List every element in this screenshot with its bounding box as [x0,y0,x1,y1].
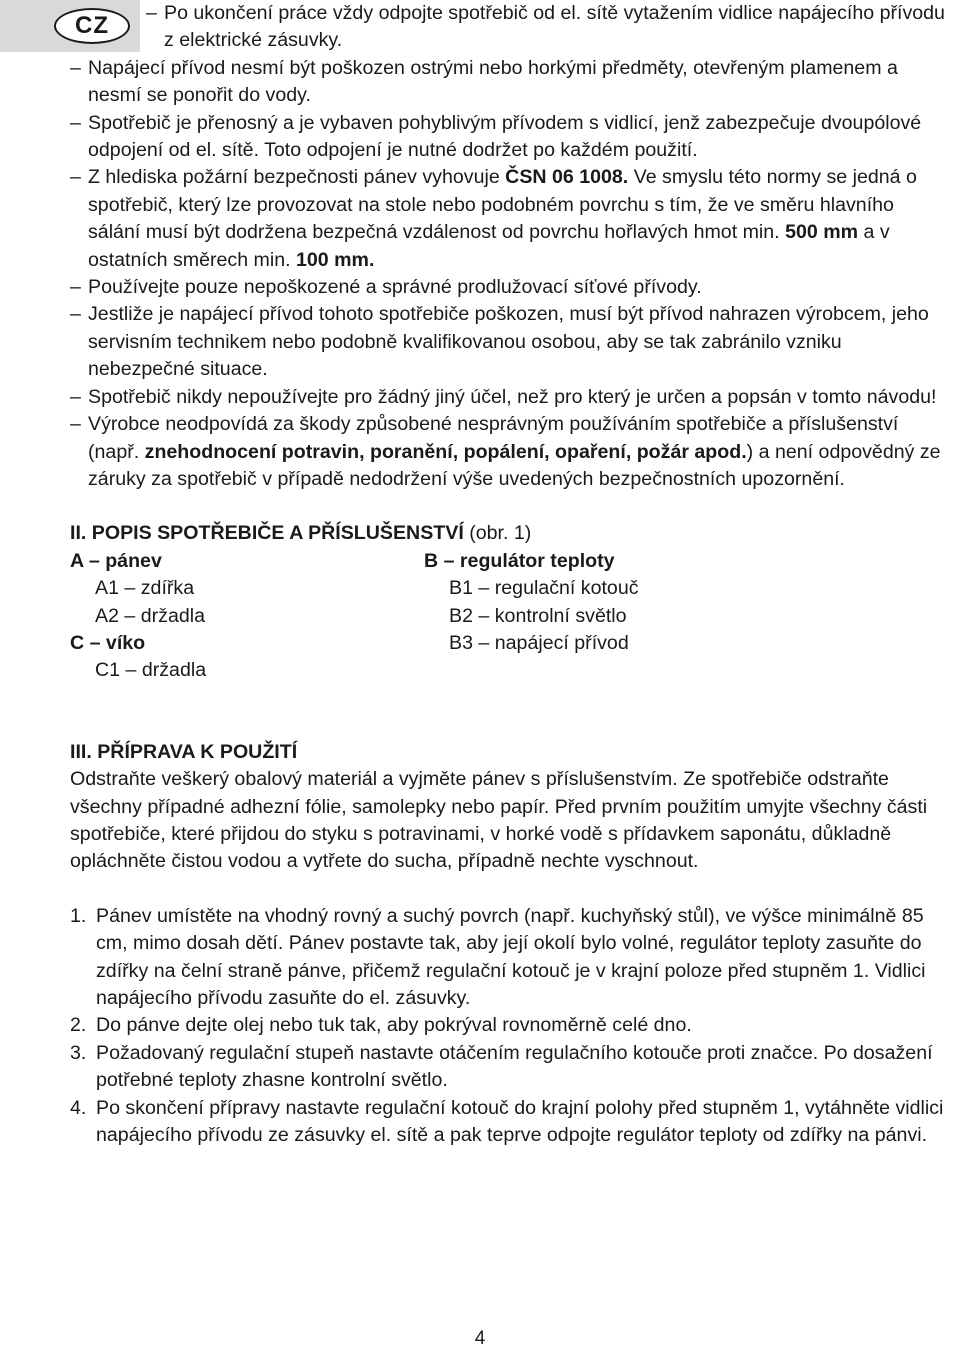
safety-item [70,301,950,383]
safety-item [70,384,950,411]
dash-marker: – [70,276,81,299]
dash-marker: – [146,2,157,24]
part-item: C1 – držadla [95,659,207,682]
step-number: 4. [70,1096,87,1119]
part-item: A1 – zdířka [95,577,195,600]
item-text: Napájecí přívod nesmí být poškozen ostrými nebo horkými předměty, otevřeným plamenem a nesmí se ponořit do vody. [88,56,898,107]
step-text: Požadovaný regulační stupeň nastavte otáčením regulačního kotouče proti značce. Po dosažení potřebné teploty zhasne kontrolní světlo. [96,1041,933,1092]
item-text: Spotřebič nikdy nepoužívejte pro žádný jiný účel, než pro který je určen a popsán v tomto návodu! [88,385,937,408]
part-group-label: A – pánev [70,549,162,572]
step-text: Po skončení přípravy nastavte regulační kotouč do krajní polohy před stupněm 1, vytáhněte vidlici napájecího přívodu ze zásuvky el. sítě a pak teprve odpojte regulátor teploty od zdířky na pánvi. [96,1096,944,1146]
part-item: A2 – držadla [95,604,206,627]
section-3-intro: Odstraňte veškerý obalový materiál a vyjměte pánev s příslušenstvím. Ze spotřebiče odstraňte všechny případné adhezní fólie, samolepky nebo papír. Před prvním použitím umyjte všechny části spotřebiče, které přijdou do styku s potravinami, v horké vodě s přídavkem saponátu, důkladně opláchněte čistou vodou a vytřete do sucha, případně nechte vyschnout. [70,768,928,873]
item-text: Spotřebič je přenosný a je vybaven pohyblivým přívodem s vidlicí, jenž zabezpečuje dvoupólové odpojení od el. sítě. Toto odpojení je nutné dodržet po každém použití. [88,111,922,162]
step-item [70,1012,950,1039]
part-group-label: C – víko [70,631,146,654]
step-item [70,1095,950,1150]
dash-marker: – [70,111,81,134]
item-text: Po ukončení práce vždy odpojte spotřebič od el. sítě vytažením vidlice napájecího přívodu z elektrické zásuvky. [164,2,945,52]
item-text: a v ostatních směrech min. [88,221,890,271]
section-2-heading [70,520,950,547]
safety-item [70,110,950,165]
safety-item [70,55,950,110]
emphasis-text: 100 mm. [296,248,375,271]
dash-marker: – [70,56,81,79]
parts-list [70,548,950,712]
section-3-heading: III. PŘÍPRAVA K POUŽITÍ [70,740,298,763]
part-item: B1 – regulační kotouč [449,577,639,600]
safety-item [70,274,950,301]
dash-marker: – [70,413,81,436]
dash-marker: – [70,303,81,326]
item-text: Výrobce neodpovídá za škody způsobené nesprávným používáním spotřebiče a příslušenství (např. [88,413,899,463]
step-text: Do pánve dejte olej nebo tuk tak, aby pokrýval rovnoměrně celé dno. [96,1014,692,1037]
safety-item [70,164,950,274]
parts-column-b [424,548,639,658]
parts-column-a [70,548,206,685]
emphasis-text: ČSN 06 1008. [505,166,629,189]
safety-item [70,0,950,55]
dash-marker: – [70,385,81,408]
step-text: Pánev umístěte na vhodný rovný a suchý povrch (např. kuchyňský stůl), ve výšce minimálně 85 cm, mimo dosah dětí. Pánev postavte tak, aby její okolí bylo volné, regulátor teploty zasuňte do zdířky na čelní straně pánve, přičemž regulační kotouč je v krajní poloze před stupněm 1. Vidlici napájecího přívodu zasuňte do el. zásuvky. [96,904,926,1009]
step-item [70,1040,950,1095]
item-text: ) a není odpovědný ze záruky za spotřebič v případě nedodržení výše uvedených bezpečnostních upozornění. [88,440,941,490]
step-number: 3. [70,1041,87,1064]
section-2-title: II. POPIS SPOTŘEBIČE A PŘÍSLUŠENSTVÍ [70,522,464,545]
steps-list [70,903,950,1150]
part-item: B2 – kontrolní světlo [449,604,627,627]
step-item [70,903,950,1013]
part-item: B3 – napájecí přívod [449,631,629,654]
language-badge: CZ [54,8,130,44]
emphasis-text: 500 mm [785,221,859,244]
item-text: Z hlediska požární bezpečnosti pánev vyhovuje [88,166,506,189]
step-number: 1. [70,904,87,927]
page-number: 4 [474,1328,486,1349]
document-body [70,0,950,1149]
safety-list [70,0,950,493]
item-text: Jestliže je napájecí přívod tohoto spotřebiče poškozen, musí být přívod nahrazen výrobcem, jeho servisním technikem nebo podobně kvalifikovanou osobou, aby se tak zabránilo vzniku nebezpečné situace. [88,303,929,381]
dash-marker: – [70,166,81,189]
item-text: Používejte pouze nepoškozené a správné prodlužovací síťové přívody. [88,276,702,299]
safety-item [70,411,950,493]
emphasis-text: znehodnocení potravin, poranění, popálení, opaření, požár apod. [144,440,747,463]
part-group-label: B – regulátor teploty [424,549,615,572]
item-text: Ve smyslu této normy se jedná o spotřebič, který lze provozovat na stole nebo podobném povrchu s tím, že ve směru hlavního sálání musí být dodržena bezpečná vzdálenost od povrchu hořlavých hmot min. [88,166,917,244]
section-2-title-suffix: (obr. 1) [463,522,532,545]
step-number: 2. [70,1014,87,1037]
